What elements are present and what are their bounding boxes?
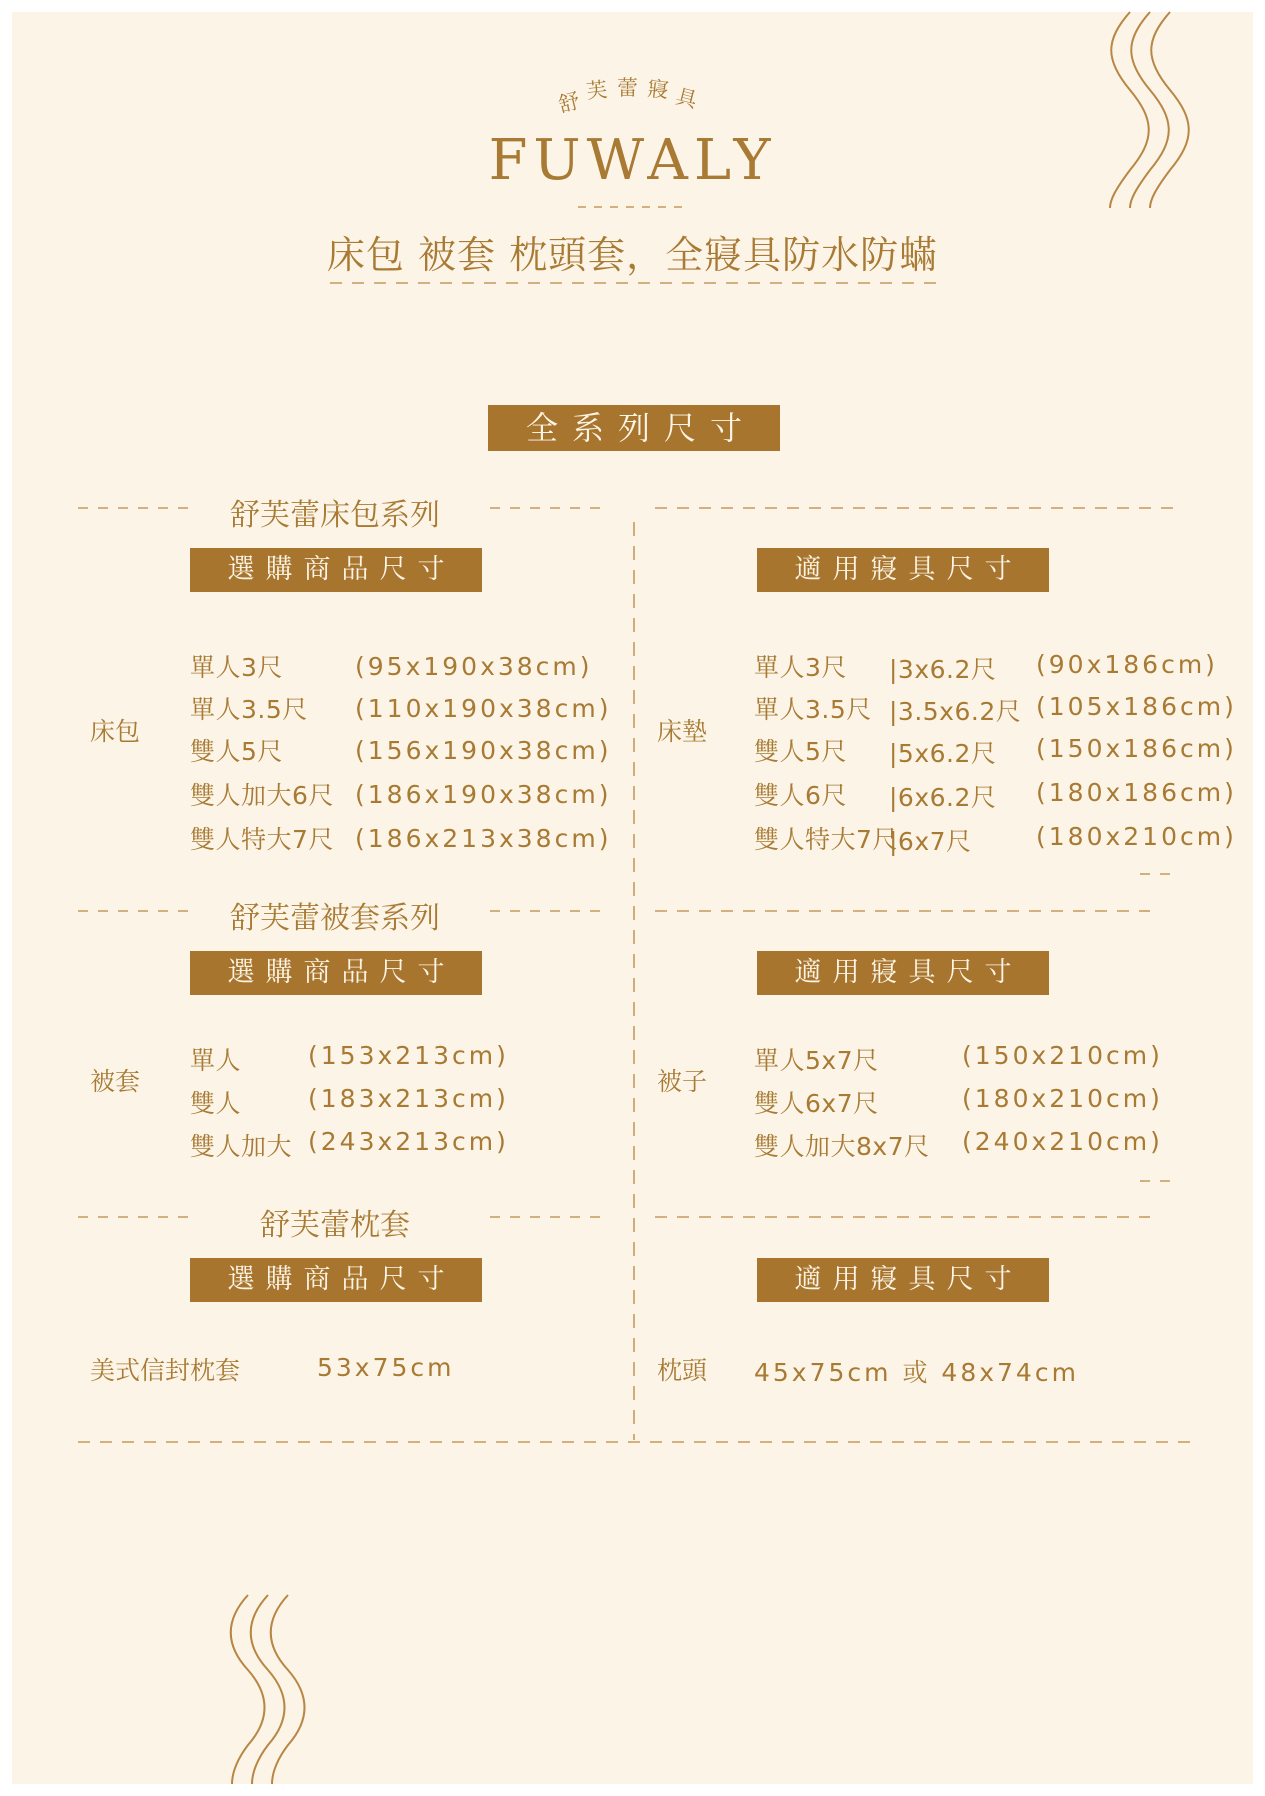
size-row-value: (105x186cm) <box>1036 692 1237 721</box>
section-title: 舒芙蕾床包系列 <box>230 498 440 533</box>
wave-ornament-bottom <box>231 1595 305 1784</box>
size-row-value: (180x210cm) <box>1036 822 1237 851</box>
size-row-name: 單人3尺 <box>754 653 847 682</box>
size-row-feet: |5x6.2尺 <box>889 739 997 768</box>
brand-name-chinese <box>0 72 1265 117</box>
brand-char: 芙 <box>585 76 619 104</box>
section-title: 舒芙蕾枕套 <box>260 1208 410 1243</box>
bedding-size-badge: 適用寢具尺寸 <box>757 951 1049 995</box>
size-row-name: 雙人6尺 <box>754 781 847 810</box>
size-row-feet: |6x7尺 <box>889 827 972 856</box>
size-row-value: (110x190x38cm) <box>355 694 612 723</box>
category-label: 床包 <box>90 717 141 746</box>
size-row-name: 單人3.5尺 <box>190 695 308 724</box>
product-size-value: 45x75cm 或 48x74cm <box>754 1358 1079 1387</box>
size-row-value: (95x190x38cm) <box>355 652 593 681</box>
size-row-value: (240x210cm) <box>962 1127 1163 1156</box>
size-row-value: (180x210cm) <box>962 1084 1163 1113</box>
size-row-name: 雙人 <box>190 1089 242 1118</box>
size-row-name: 單人5x7尺 <box>754 1046 879 1075</box>
category-label: 被子 <box>657 1067 708 1096</box>
size-row-value: (183x213cm) <box>308 1084 509 1113</box>
size-row-name: 雙人5尺 <box>754 737 847 766</box>
brand-char: 寢 <box>646 76 680 104</box>
size-row-name: 雙人5尺 <box>190 737 283 766</box>
size-row-value: (186x190x38cm) <box>355 780 612 809</box>
size-row-value: (243x213cm) <box>308 1127 509 1156</box>
bedding-size-badge: 適用寢具尺寸 <box>757 1258 1049 1302</box>
section-title: 舒芙蕾被套系列 <box>230 901 440 936</box>
size-row-value: (90x186cm) <box>1036 650 1218 679</box>
size-row-feet: |3.5x6.2尺 <box>889 697 1022 726</box>
size-row-value: (186x213x38cm) <box>355 824 612 853</box>
size-row-name: 雙人加大6尺 <box>190 781 334 810</box>
size-row-name: 單人3尺 <box>190 653 283 682</box>
product-size-value: 53x75cm <box>317 1353 455 1382</box>
page-headline: 床包 被套 枕頭套，全寢具防水防蟎 <box>326 233 939 277</box>
size-row-value: (156x190x38cm) <box>355 736 612 765</box>
size-row-name: 單人 <box>190 1046 242 1075</box>
size-row-name: 雙人6x7尺 <box>754 1089 879 1118</box>
category-label: 被套 <box>90 1067 141 1096</box>
size-row-name: 雙人加大 <box>190 1132 293 1161</box>
size-row-value: (153x213cm) <box>308 1041 509 1070</box>
category-label: 床墊 <box>657 717 708 746</box>
brand-logo-text: FUWALY <box>488 128 777 193</box>
size-row-value: (150x210cm) <box>962 1041 1163 1070</box>
product-size-badge: 選購商品尺寸 <box>190 548 482 592</box>
product-label: 美式信封枕套 <box>90 1356 241 1385</box>
size-row-feet: |3x6.2尺 <box>889 655 997 684</box>
brand-char: 舒 <box>556 86 593 117</box>
bedding-size-badge: 適用寢具尺寸 <box>757 548 1049 592</box>
size-row-value: (150x186cm) <box>1036 734 1237 763</box>
size-row-name: 雙人加大8x7尺 <box>754 1132 930 1161</box>
product-size-badge: 選購商品尺寸 <box>190 951 482 995</box>
product-label: 枕頭 <box>657 1356 708 1385</box>
size-row-name: 雙人特大7尺 <box>190 825 334 854</box>
product-size-badge: 選購商品尺寸 <box>190 1258 482 1302</box>
size-row-feet: |6x6.2尺 <box>889 783 997 812</box>
size-row-name: 雙人特大7尺 <box>754 825 898 854</box>
size-row-value: (180x186cm) <box>1036 778 1237 807</box>
size-row-name: 單人3.5尺 <box>754 695 872 724</box>
brand-char: 蕾 <box>617 76 648 100</box>
main-title-badge: 全系列尺寸 <box>488 405 780 451</box>
brand-char: 具 <box>673 84 710 116</box>
